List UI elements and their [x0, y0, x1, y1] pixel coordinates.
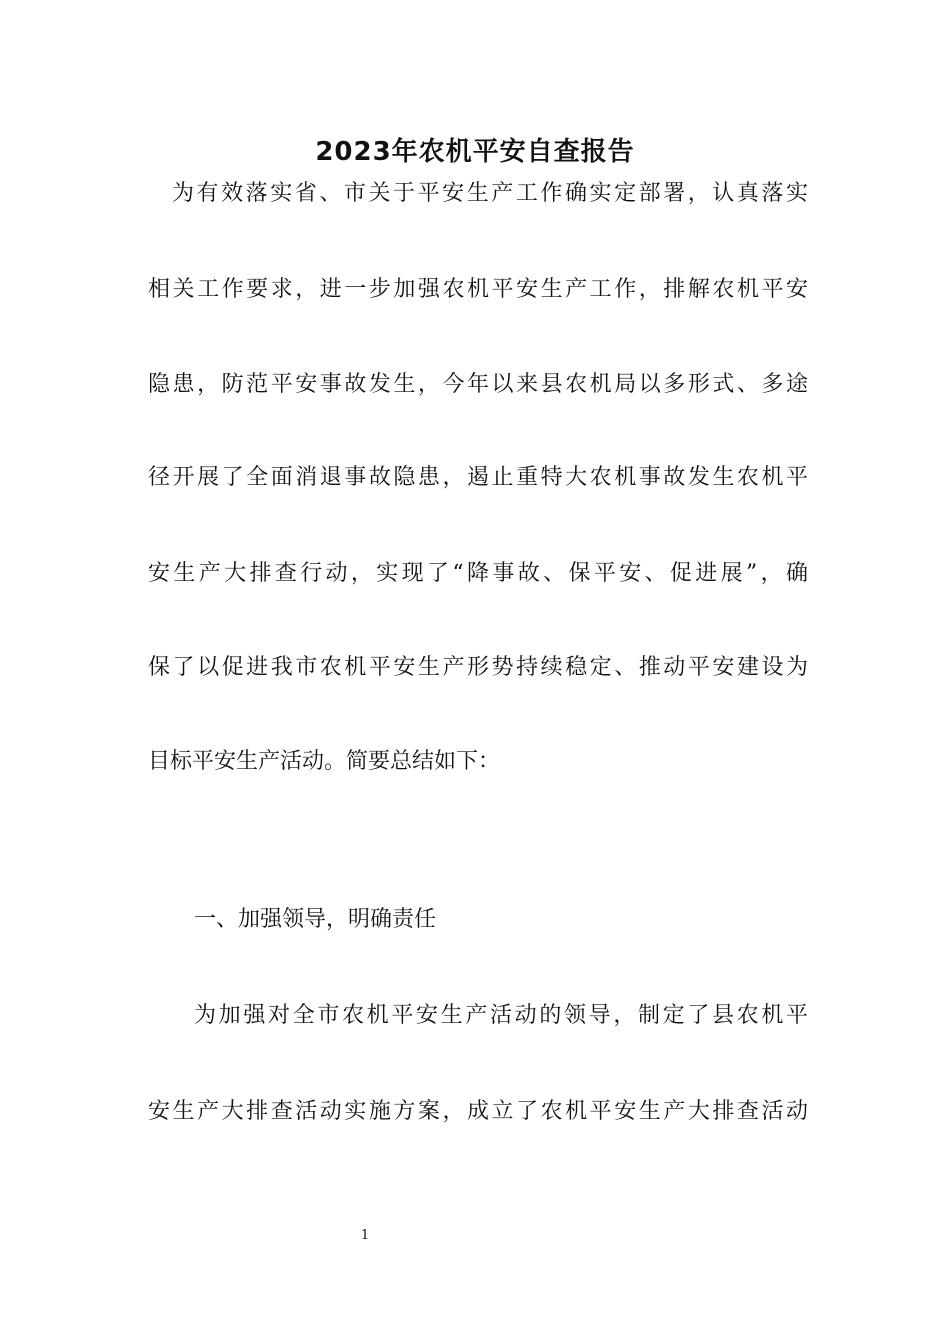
document-title: 2023年农机平安自查报告 [315, 137, 635, 167]
section-heading: 一、加强领导，明确责任 [194, 907, 437, 932]
page-number: 1 [360, 1228, 370, 1243]
paragraph-line: 为加强对全市农机平安生产活动的领导，制定了县农机平 [194, 1003, 808, 1028]
paragraph-line: 目标平安生产活动。简要总结如下： [148, 749, 501, 774]
paragraph-line: 安生产大排查行动，实现了“降事故、保平安、促进展”，确 [148, 561, 808, 586]
paragraph-line: 安生产大排查活动实施方案，成立了农机平安生产大排查活动 [148, 1099, 808, 1124]
paragraph-line: 为有效落实省、市关于平安生产工作确实定部署，认真落实 [172, 181, 808, 206]
paragraph-line: 保了以促进我市农机平安生产形势持续稳定、推动平安建设为 [148, 655, 808, 680]
paragraph-line: 相关工作要求，进一步加强农机平安生产工作，排解农机平安 [148, 277, 808, 302]
paragraph-line: 隐患，防范平安事故发生，今年以来县农机局以多形式、多途 [148, 372, 808, 397]
paragraph-line: 径开展了全面消退事故隐患，遏止重特大农机事故发生农机平 [148, 465, 808, 490]
